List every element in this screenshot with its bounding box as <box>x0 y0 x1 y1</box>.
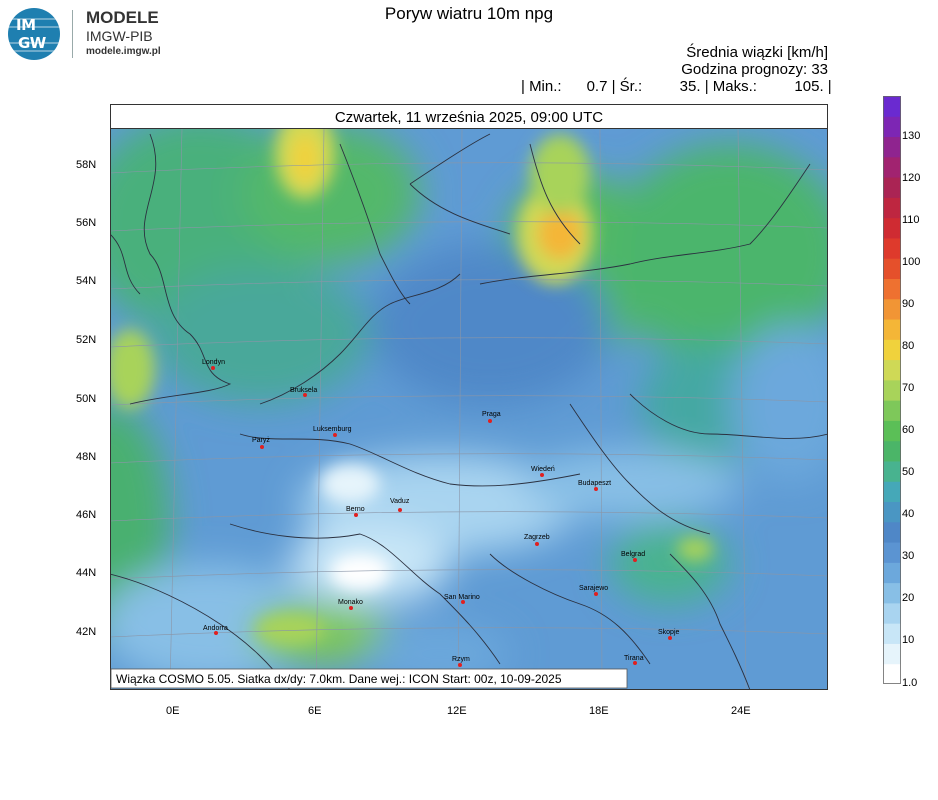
city-label: Zagrzeb <box>524 534 550 541</box>
colorbar-tick: 90 <box>902 298 915 310</box>
colorbar-tick: 40 <box>902 508 915 520</box>
city-label: San Marino <box>444 594 480 601</box>
city-label: Belgrad <box>621 551 646 558</box>
colorbar-swatch <box>883 157 901 178</box>
map-field <box>110 109 828 690</box>
colorbar-swatch <box>883 319 901 340</box>
colorbar-swatch <box>883 502 901 523</box>
city-label: Praga <box>482 411 501 418</box>
page-title: Poryw wiatru 10m npg <box>384 4 554 23</box>
city-label: Wiedeń <box>531 466 555 473</box>
lon-label: 6E <box>308 705 322 717</box>
colorbar-swatch <box>883 542 901 563</box>
colorbar-swatch <box>883 643 901 664</box>
lat-label: 58N <box>76 159 97 171</box>
lat-label: 46N <box>76 509 97 521</box>
city-label: Monako <box>338 599 363 606</box>
colorbar-tick: 110 <box>902 214 920 226</box>
colorbar <box>883 96 933 688</box>
colorbar-swatch <box>883 623 901 644</box>
colorbar-tick: 50 <box>902 466 915 478</box>
logo-subtitle: IMGW-PIB <box>86 28 153 44</box>
lon-label: 12E <box>447 705 467 717</box>
header-stats: | Min.: 0.7 | Śr.: 35. | Maks.: 105. | <box>521 78 832 95</box>
colorbar-swatch <box>883 177 901 198</box>
colorbar-ticks <box>902 130 920 688</box>
colorbar-tick: 1.0 <box>902 677 918 688</box>
colorbar-swatch <box>883 603 901 624</box>
lat-label: 52N <box>76 334 97 346</box>
city-label: Luksemburg <box>313 426 352 433</box>
header-forecast-hour: Godzina prognozy: 33 <box>681 61 828 78</box>
lon-label: 0E <box>166 705 180 717</box>
city-label: Londyn <box>202 359 225 366</box>
city-label: Budapeszt <box>578 480 612 487</box>
city-label: Berno <box>346 506 365 513</box>
logo-mark-top: IM <box>16 16 36 34</box>
colorbar-swatch <box>883 339 901 360</box>
logo-mark-bottom: GW <box>18 34 46 52</box>
lon-label: 24E <box>731 705 751 717</box>
colorbar-swatch <box>883 400 901 421</box>
lat-label: 50N <box>76 393 97 405</box>
city-label: Rzym <box>452 656 470 663</box>
map-footer: Wiązka COSMO 5.05. Siatka dx/dy: 7.0km. Dane wej.: ICON Start: 00z, 10-09-2025 <box>116 672 562 686</box>
lat-label: 56N <box>76 217 97 229</box>
header-units: Średnia wiązki [km/h] <box>686 44 828 61</box>
colorbar-swatch <box>883 481 901 502</box>
colorbar-swatch <box>883 441 901 462</box>
colorbar-swatch <box>883 137 901 158</box>
colorbar-swatch <box>883 380 901 401</box>
colorbar-tick: 80 <box>902 340 915 352</box>
colorbar-tick: 30 <box>902 550 915 562</box>
colorbar-swatch <box>883 116 901 137</box>
lat-label: 42N <box>76 626 97 638</box>
city-label: Sarajewo <box>579 585 609 592</box>
colorbar-swatch <box>883 461 901 482</box>
colorbar-swatch <box>883 522 901 543</box>
colorbar-swatch <box>883 258 901 279</box>
city-label: Paryż <box>252 437 270 444</box>
colorbar-swatch <box>883 583 901 604</box>
logo-title: MODELE <box>86 8 159 27</box>
lon-label: 18E <box>589 705 609 717</box>
colorbar-swatch <box>883 299 901 320</box>
city-label: Skopje <box>658 629 680 636</box>
colorbar-swatches <box>883 96 901 685</box>
city-label: Vaduz <box>390 498 410 505</box>
colorbar-tick: 100 <box>902 256 921 268</box>
colorbar-swatch <box>883 562 901 583</box>
colorbar-tick: 20 <box>902 592 915 604</box>
colorbar-tick: 120 <box>902 172 921 184</box>
wind-gust-map <box>110 104 828 690</box>
colorbar-swatch <box>883 218 901 239</box>
colorbar-swatch <box>883 664 901 685</box>
city-label: Andorra <box>203 625 228 632</box>
logo-url: modele.imgw.pl <box>86 46 161 57</box>
colorbar-tick: 10 <box>902 634 915 646</box>
colorbar-swatch <box>883 360 901 381</box>
lat-label: 54N <box>76 275 97 287</box>
colorbar-swatch <box>883 420 901 441</box>
colorbar-swatch <box>883 238 901 259</box>
lat-label: 44N <box>76 567 97 579</box>
city-label: Bruksela <box>290 387 318 394</box>
city-label: Tirana <box>624 655 644 662</box>
colorbar-tick: 70 <box>902 382 915 394</box>
lat-label: 48N <box>76 451 97 463</box>
colorbar-swatch <box>883 197 901 218</box>
colorbar-tick: 60 <box>902 424 915 436</box>
colorbar-tick: 130 <box>902 130 921 142</box>
colorbar-swatch <box>883 96 901 117</box>
map-date-title: Czwartek, 11 września 2025, 09:00 UTC <box>334 109 604 126</box>
colorbar-swatch <box>883 278 901 299</box>
